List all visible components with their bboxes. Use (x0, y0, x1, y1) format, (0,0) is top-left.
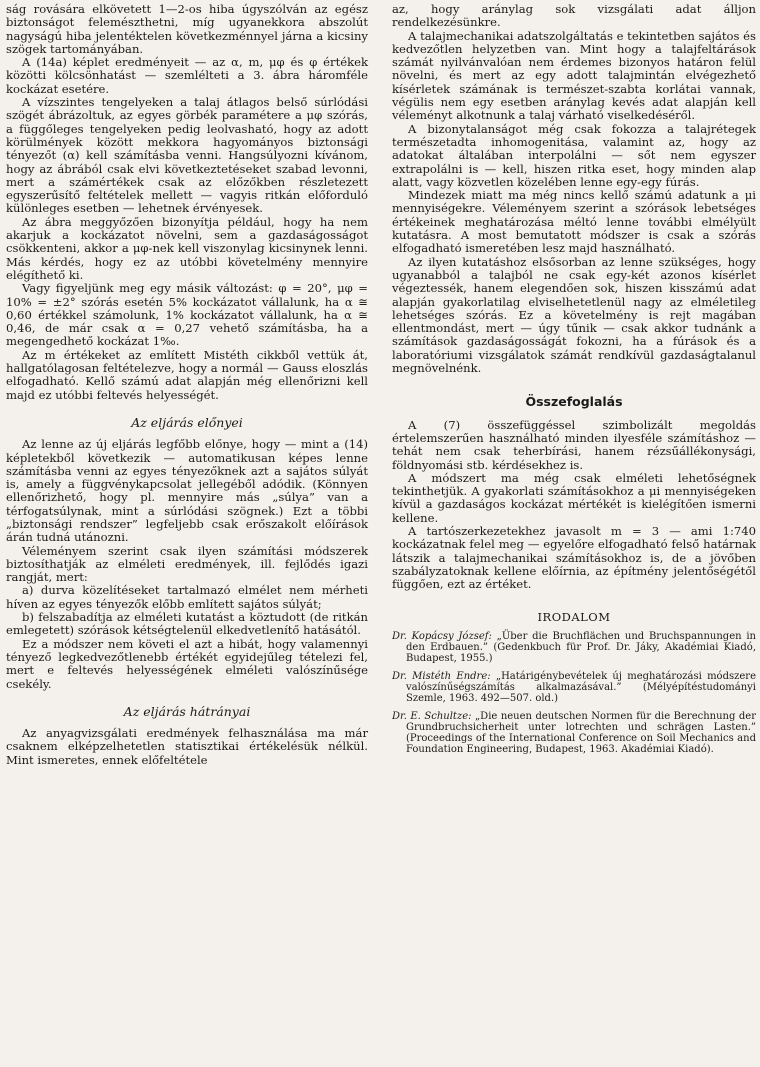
reference-text: „Über die Bruchflächen und Bruchspannungen in den Erdbauen.” (Gedenkbuch für Prof. Dr. Jáky, Akadémiai Kiadó, Budapest, 1955.) (406, 630, 756, 665)
paragraph: A talajmechanikai adatszolgáltatás e tekintetben sajátos és kedvezőtlen helyzetben van. Mint hogy a talajfeltárások számát nyilvánvalóan nem érdemes bizonyos határon felül növelni, és mert az egy adott talajmintán elvégezhető kísérletek számának is természet-szabta korlátai vannak, végülis nem egy esetben aránylag kevés adat alapján kell véleményt alkotnunk a talaj várható viselkedéséről. (392, 28, 756, 123)
paragraph: Az m értékeket az említett Mistéth cikkből vettük át, hallgatólagosan feltételezve, hogy a normál — Gauss eloszlás elfogadható. Kellő számú adat alapján még ellenőrizni kell majd ez utóbbi feltevés helyességét. (6, 347, 368, 402)
section-heading-advantages: Az eljárás előnyei (131, 414, 243, 430)
paragraph: Mindezek miatt ma még nincs kellő számú adatunk a μi mennyiségekre. Véleményem szerint a szórások lebetséges értékeinek meghatározása méltó lenne további elmélyült kutatásra. A most bemutatott módszer is csak a szórás elfogadható ismeretében lesz majd használható. (392, 188, 756, 256)
reference-text: „Die neuen deutschen Normen für die Berechnung der Grundbruchsicherheit unter lotrechten und schrägen Lasten.” (Proceedings of the International Conference on Soil Mechanics and Foundation Engineering, Budapest, 1963. Akadémiai Kiadó). (406, 710, 756, 756)
paragraph: A vízszintes tengelyeken a talaj átlagos belső súrlódási szögét ábrázoltuk, az egyes görbék paramétere a μφ szórás, a függőleges tengelyeken pedig leolvasható, hogy az adott körülmények között mekkora hagyományos biztonsági tényezőt (α) kell számításba venni. Hangsúlyozni kívánom, hogy az ábrából csak elvi következtetéseket szabad levonni, mert a számértékek csak az előzőkben részletezett egyszerűsítő feltételek mellett — vagyis ritkán előforduló különleges esetben — lehetnek érvényesek. (6, 95, 368, 216)
paragraph: Az ábra meggyőzően bizonyítja például, hogy ha nem akarjuk a kockázatot növelni, sem a gazdaságosságot csökkenteni, akkor a μφ-nek kell viszonylag kicsinynek lenni. Más kérdés, hogy ez az utóbbi követelmény mennyire elégíthető ki. (6, 214, 368, 282)
paragraph: A (7) összefüggéssel szimbolizált megoldás értelemszerűen használható minden ilyesféle számításhoz — tehát nem csak teherbírási, hanem rézsűállékonysági, földnyomási stb. kérdésekhez is. (392, 417, 756, 472)
list-item: a) durva közelítéseket tartalmazó elmélet nem mérheti híven az egyes tényezők előbb említett sajátos súlyát; (6, 583, 368, 611)
reference-author: Dr. Kopácsy József: (392, 630, 492, 642)
paragraph: A bizonytalanságot még csak fokozza a talajrétegek természetadta inhomogenitása, valamint az, hogy az adatokat általában interpolálni — sőt nem egyszer extrapolálni is — kell, hiszen ritka eset, hogy minden alap alatt, vagy közvetlen közelében lenne egy-egy fúrás. (392, 121, 756, 189)
reference-item (392, 671, 756, 705)
paragraph: Az lenne az új eljárás legfőbb előnye, hogy — mint a (14) képletekből következik — automatikusan képes lenne számításba venni az egyes tényezőknek azt a sajátos súlyát is, amely a függvénykapcsolat jellegéből adódik. (Könnyen ellenőrizhető, hogy pl. mennyire más „súlya” van a térfogatsúlynak, mint a súrlódási szögnek.) Ezt a többi „biztonsági rendszer” legfeljebb csak erőszakolt előírások árán tudná utánozni. (6, 437, 368, 545)
paragraph: Az ilyen kutatáshoz elsősorban az lenne szükséges, hogy ugyanabból a talajból ne csak egy-két azonos kísérlet végeztessék, hanem elegendően sok, hiszen kisszámú adat alapján gyakorlatilag elviselhetetlenül nagy az elméletileg lehetséges szórás. Ez a követelmény is rejt magában ellentmondást, mert — úgy tűnik — csak akkor tudnánk a számítások gazdaságosságát fokozni, ha a fúrások és a laboratóriumi vizsgálatok számát rendkívül gazdaságtalanul megnövelnénk. (392, 254, 756, 376)
left-column (6, 3, 368, 767)
right-column (392, 3, 756, 762)
paragraph: A (14a) képlet eredményeit — az α, m, μφ és φ értékek közötti kölcsönhatást — szemlélteti a 3. ábra háromféle kockázat esetére. (6, 55, 368, 96)
section-heading-disadvantages: Az eljárás hátrányai (123, 703, 251, 719)
paragraph: az, hogy aránylag sok vizsgálati adat álljon rendelkezésünkre. (392, 2, 756, 30)
paragraph: Véleményem szerint csak ilyen számítási módszerek biztosíthatják az elméleti eredmények, ill. fejlődés igazi rangját, mert: (6, 543, 368, 585)
paragraph: Az anyagvizsgálati eredmények felhasználása ma már csaknem elképzelhetetlen statisztikai értékelésük nélkül. Mint ismeretes, ennek előfeltétele (6, 726, 368, 767)
paragraph: A tartószerkezetekhez javasolt m = 3 — ami 1:740 kockázatnak felel meg — egyelőre elfogadható felső határnak látszik a talajmechanikai számításokhoz is, de a jövőben szabályzatoknak kellene előírnia, az építmény jelentőségétől függően, ezt az értéket. (392, 523, 756, 592)
section-heading-summary: Összefoglalás (525, 394, 623, 410)
paragraph: ság rovására elkövetett 1—2-os hiba úgyszólván az egész biztonságot felemészthetni, míg ugyanekkora abszolút nagyságú hiba jelentéktelen következménnyel járna a kicsiny szögek tartományában. (6, 2, 368, 56)
reference-item (392, 631, 756, 665)
references-heading: IRODALOM (537, 610, 611, 625)
paragraph: A módszert ma még csak elméleti lehetőségnek tekinthetjük. A gyakorlati számításokhoz a μi mennyiségeken kívül a gazdaságos kockázat mértékét is kielégítően ismerni kellene. (392, 470, 756, 525)
reference-item (392, 711, 756, 756)
reference-author: Dr. E. Schultze: (392, 710, 472, 722)
paragraph: Ez a módszer nem követi el azt a hibát, hogy valamennyi tényező legkedvezőtlenebb értékét egyidejűleg tételezi fel, mert e feltevés helyességének elméleti valószínűsége csekély. (6, 636, 368, 691)
reference-author: Dr. Mistéth Endre: (392, 670, 491, 682)
paragraph: Vagy figyeljünk meg egy másik változást: φ = 20°, μφ = 10% = ±2° szórás esetén 5% kockázatot vállalunk, ha α ≅ 0,60 értékkel számolunk, 1% kockázatot vállalunk, ha α ≅ 0,46, de már csak α = 0,27 vehető számításba, ha a megengedhető kockázat 1‰. (6, 281, 368, 349)
list-item: b) felszabadítja az elméleti kutatást a köztudott (de ritkán emlegetett) szórások kétségtelenül elkedvetlenítő hatásától. (6, 610, 368, 638)
reference-text: „Határigénybevételek új meghatározási módszere valószínűségszámítás alkalmazásával.” (Mélyépítéstudományi Szemle, 1963. 492—507. old.) (406, 670, 756, 705)
